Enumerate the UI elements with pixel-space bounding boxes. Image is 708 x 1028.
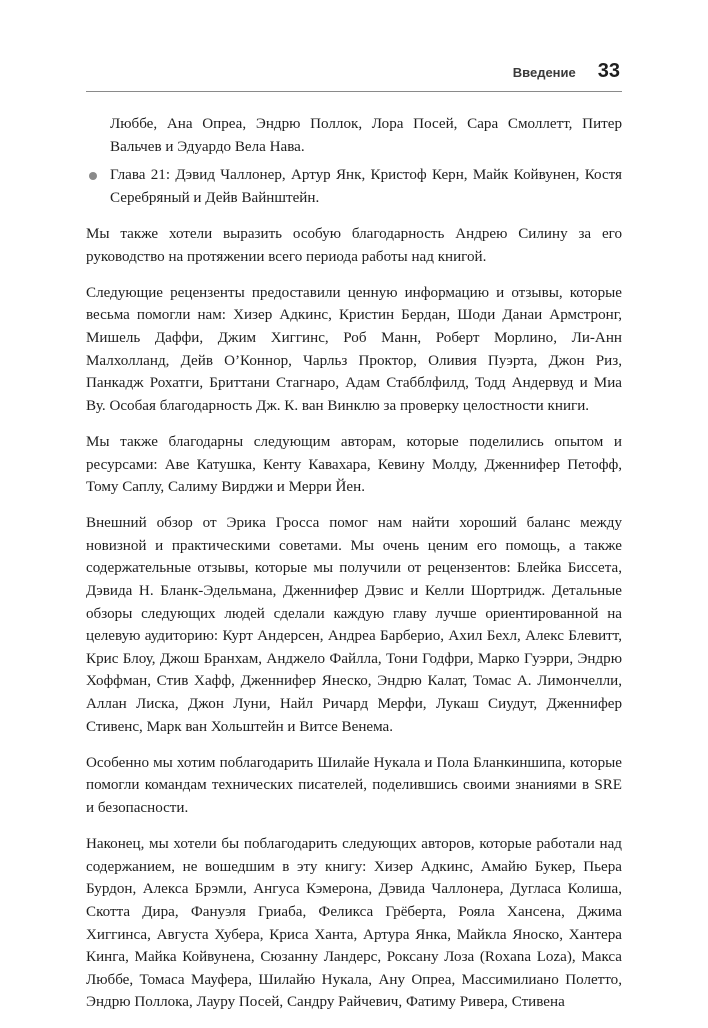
paragraph: Мы также хотели выразить особую благодарность Андрею Силину за его руководство на протяжении всего периода работы над книгой.	[86, 225, 622, 265]
paragraph: Особенно мы хотим поблагодарить Шилайе Нукала и Пола Бланкиншипа, которые помогли командам технических писателей, поделившись своими знаниями в SRE и безопасности.	[86, 754, 622, 816]
list-item-text: Глава 21: Дэвид Чаллонер, Артур Янк, Кристоф Керн, Майк Койвунен, Костя Серебряный и Дейв Вайнштейн.	[110, 167, 622, 206]
paragraph: Внешний обзор от Эрика Гросса помог нам найти хороший баланс между новизной и практическими советами. Мы очень ценим его помощь, а также содержательные отзывы, которые мы получили от рецензентов: Блейка Биссета, Дэвида Н. Бланк-Эдельмана, Дженнифер Дэвис и Келли Шортридж. Детальные обзоры следующих людей сделали каждую главу лучше ориентированной на целевую аудиторию: Курт Андерсен, Андреа Барберио, Ахил Бехл, Алекс Блевитт, Крис Блоу, Джош Бранхам, Анджело Файлла, Тони Годфри, Марко Гуэрри, Эндрю Хоффман, Стив Хафф, Дженнифер Янеско, Эндрю Калат, Томас А. Лимончелли, Аллан Лиска, Джон Луни, Найл Ричард Мерфи, Лукаш Сиудут, Дженнифер Стивенс, Марк ван Хольштейн и Витсе Венема.	[86, 515, 622, 735]
body-text	[86, 113, 622, 1028]
paragraph: Мы также благодарны следующим авторам, которые поделились опытом и ресурсами: Аве Катушка, Кенту Кавахара, Кевину Молду, Дженнифер Петофф, Тому Саплу, Салиму Вирджи и Мерри Йен.	[86, 433, 622, 496]
list-item	[86, 164, 622, 209]
running-header	[513, 60, 620, 83]
list-item-continuation: Люббе, Ана Опреа, Эндрю Поллок, Лора Посей, Сара Смоллетт, Питер Вальчев и Эдуардо Вела Нава.	[110, 116, 622, 155]
header-rule	[86, 91, 622, 92]
bullet-list	[86, 164, 622, 209]
section-title: Введение	[512, 65, 576, 80]
bullet-icon	[89, 172, 97, 180]
paragraph: Следующие рецензенты предоставили ценную информацию и отзывы, которые весьма помогли нам: Хизер Адкинс, Кристин Бердан, Шоди Данаи Армстронг, Мишель Даффи, Джим Хиггинс, Роб Манн, Роберт Морлино, Ли-Анн Малхолланд, Дейв О’Коннор, Чарльз Проктор, Оливия Пуэрта, Джон Риз, Панкадж Рохатги, Бриттани Стагнаро, Адам Стабблфилд, Тодд Андервуд и Миа Ву. Особая благодарность Дж. К. ван Винклю за проверку целостности книги.	[86, 284, 622, 414]
paragraph: Наконец, мы хотели бы поблагодарить следующих авторов, которые работали над содержанием, не вошедшим в эту книгу: Хизер Адкинс, Амайю Букер, Пьера Бурдон, Алекса Брэмли, Ангуса Кэмерона, Дэвида Чаллонера, Дугласа Колиша, Скотта Дира, Фануэля Гриаба, Феликса Грёберта, Рояла Хансена, Джима Хиггинса, Августа Хубера, Криса Ханта, Артура Янка, Майкла Яноско, Хантера Кинга, Майка Койвунена, Сюзанну Ландерс, Роксану Лоза (Roxana Loza), Макса Люббе, Томаса Мауфера, Шилайю Нукала, Ану Опреа, Массимилиано Полетто, Эндрю Поллока, Лауру Посей, Сандру Райчевич, Фатиму Ривера, Стивена	[86, 836, 622, 1011]
page-number: 33	[597, 60, 620, 82]
